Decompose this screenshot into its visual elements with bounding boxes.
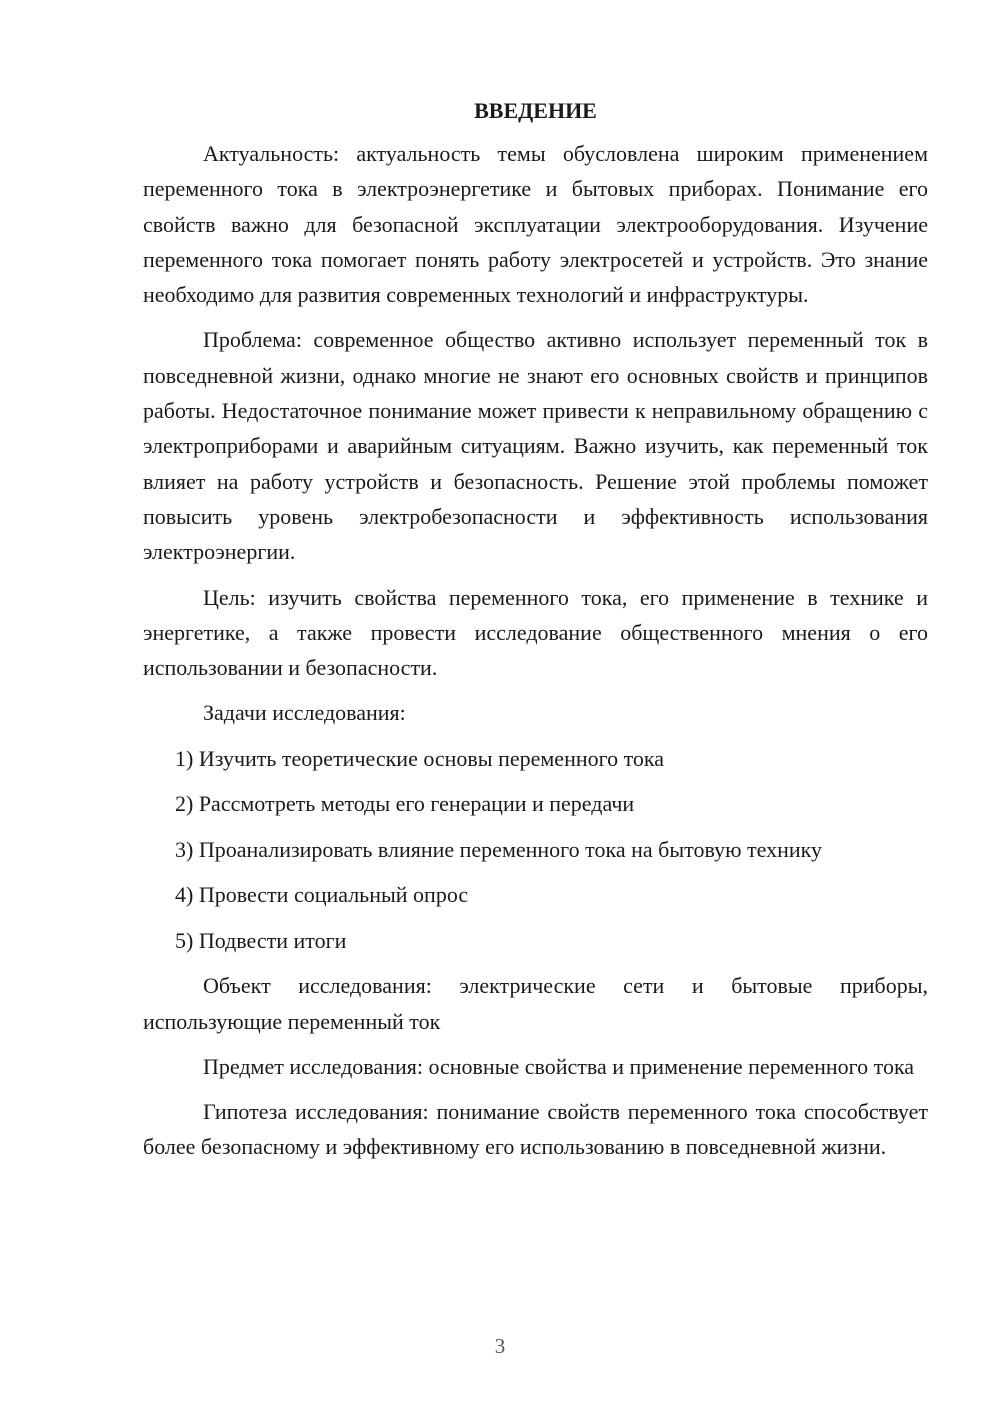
relevance-paragraph: Актуальность: актуальность темы обусловлена широким применением переменного тока в электроэнергетике и бытовых приборах. Понимание его свойств важно для безопасной эксплуатации электрооборудования. Изучение переменного тока помогает понять работу электросетей и устройств. Это знание необходимо для развития современных технологий и инфраструктуры.	[143, 141, 928, 308]
page-content	[143, 95, 928, 1175]
problem-paragraph: Проблема: современное общество активно использует переменный ток в повседневной жизни, однако многие не знают его основных свойств и принципов работы. Недостаточное понимание может привести к неправильному обращению с электроприборами и аварийным ситуациям. Важно изучить, как переменный ток влияет на работу устройств и безопасность. Решение этой проблемы поможет повысить уровень электробезопасности и эффективность использования электроэнергии.	[143, 327, 928, 565]
page-title: ВВЕДЕНИЕ	[474, 98, 597, 123]
goal-paragraph: Цель: изучить свойства переменного тока, его применение в технике и энергетике, а также провести исследование общественного мнения о его использовании и безопасности.	[143, 584, 928, 681]
object-paragraph: Объект исследования: электрические сети и бытовые приборы, использующие переменный ток	[143, 973, 928, 1034]
tasks-heading: Задачи исследования:	[203, 700, 406, 726]
list-item: 5) Подвести итоги	[175, 927, 347, 953]
page-number: 3	[494, 1334, 506, 1358]
hypothesis-paragraph: Гипотеза исследования: понимание свойств переменного тока способствует более безопасному и эффективному его использованию в повседневной жизни.	[143, 1099, 928, 1160]
list-item: 1) Изучить теоретические основы переменного тока	[175, 745, 665, 771]
list-item: 4) Провести социальный опрос	[175, 882, 469, 908]
list-item: 3) Проанализировать влияние переменного тока на бытовую технику	[175, 836, 823, 862]
tasks-list	[143, 741, 928, 958]
subject-paragraph: Предмет исследования: основные свойства и применение переменного тока	[203, 1053, 915, 1079]
list-item: 2) Рассмотреть методы его генерации и передачи	[175, 791, 635, 817]
